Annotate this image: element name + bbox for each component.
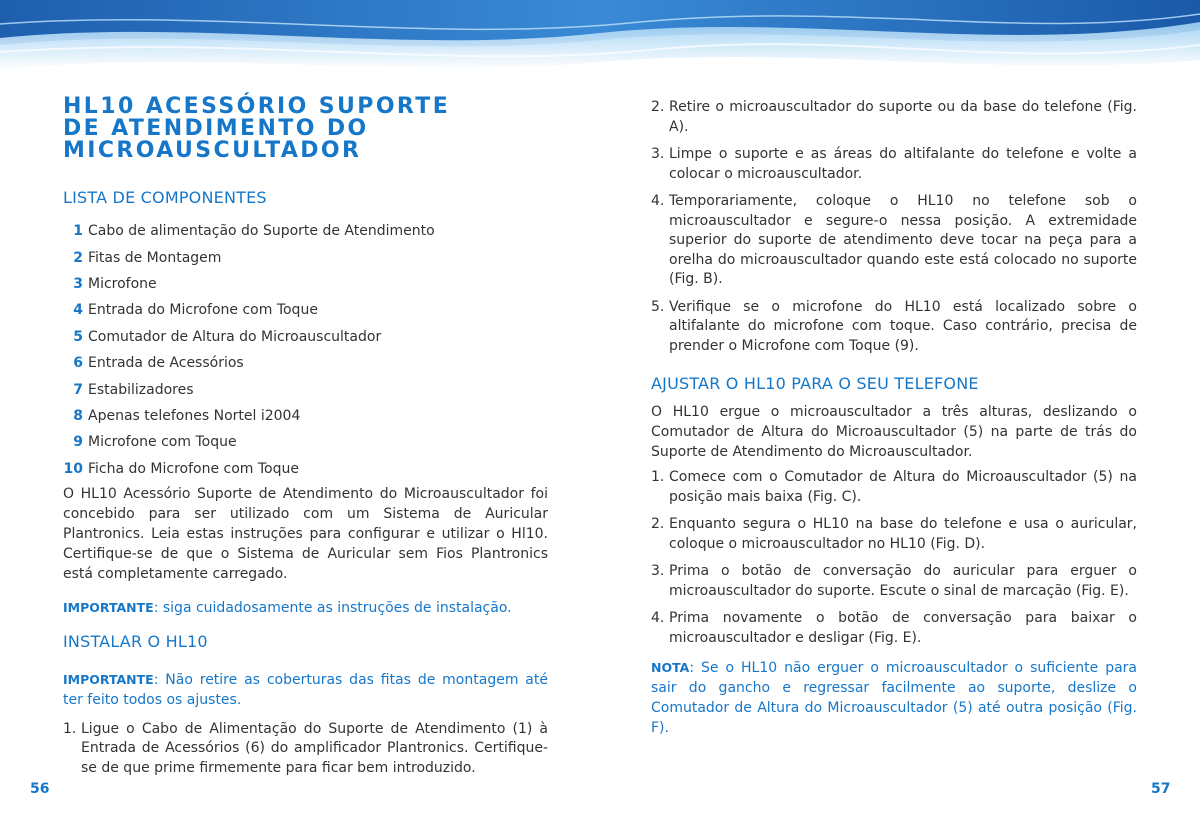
item-text: Microfone com Toque [88, 434, 237, 451]
install-heading: INSTALAR O HL10 [63, 631, 208, 651]
item-text: Entrada de Acessórios [88, 355, 244, 372]
list-item [63, 324, 548, 350]
list-item [63, 403, 548, 429]
install-steps-continued [651, 98, 1137, 356]
note-label: NOTA [651, 660, 690, 675]
important-note-2 [63, 670, 548, 710]
step-number: 1. [63, 720, 77, 737]
item-text: Cabo de alimentação do Suporte de Atendimento [88, 223, 435, 240]
list-item [651, 609, 1137, 648]
important-label: IMPORTANTE [63, 599, 154, 615]
list-item [63, 350, 548, 376]
list-item [651, 145, 1137, 184]
item-text: Comutador de Altura do Microauscultador [88, 328, 382, 345]
page-title [63, 96, 548, 162]
item-text: Entrada do Microfone com Toque [88, 302, 318, 319]
note-block [651, 658, 1137, 738]
item-number: 3 [73, 275, 83, 292]
item-text: Microfone [88, 275, 157, 292]
components-list [63, 218, 548, 482]
item-text: Ficha do Microfone com Toque [88, 460, 299, 477]
page-number-left: 56 [30, 781, 50, 797]
item-text: Fitas de Montagem [88, 249, 222, 266]
important-text: : siga cuidadosamente as instruções de instalação. [153, 599, 512, 616]
list-item [651, 192, 1137, 290]
step-number: 2. [651, 99, 665, 115]
list-item [63, 297, 548, 323]
left-column [63, 96, 548, 786]
step-text: Verifique se o microfone do HL10 está localizado sobre o altifalante do microfone com toque. Caso contrário, precisa de prender o Microfone com Toque (9). [669, 298, 1137, 354]
step-text: Limpe o suporte e as áreas do altifalante do telefone e volte a colocar o microauscultador. [669, 146, 1137, 182]
note-text: : Se o HL10 não erguer o microauscultador o suficiente para sair do gancho e regressar facilmente ao suporte, deslize o Comutador de Altura do Microauscultador (5) até outra posição (Fig. F). [651, 660, 1137, 736]
important-label: IMPORTANTE [63, 671, 154, 687]
item-number: 10 [63, 460, 83, 477]
step-text: Retire o microauscultador do suporte ou da base do telefone (Fig. A). [669, 99, 1137, 135]
item-number: 8 [73, 407, 83, 424]
adjust-steps [651, 468, 1137, 648]
item-text: Estabilizadores [88, 381, 194, 398]
title-line: HL10 ACESSÓRIO SUPORTE [63, 94, 451, 119]
item-number: 4 [73, 302, 83, 319]
step-number: 4. [651, 193, 665, 209]
list-item [63, 271, 548, 297]
header-wave-banner [0, 0, 1200, 80]
item-number: 2 [73, 249, 83, 266]
list-item [651, 468, 1137, 507]
title-line: MICROAUSCULTADOR [63, 138, 362, 163]
list-item [63, 456, 548, 482]
step-number: 4. [651, 610, 665, 626]
item-number: 7 [73, 381, 83, 398]
list-item [651, 515, 1137, 554]
step-text: Temporariamente, coloque o HL10 no telefone sob o microauscultador e segure-o nessa posição. A extremidade superior do suporte de atendimento deve tocar na peça para a orelha do microauscultador quando este está colocado no suporte (Fig. B). [669, 193, 1137, 287]
list-item [651, 298, 1137, 357]
item-text: Apenas telefones Nortel i2004 [88, 407, 301, 424]
step-text: Prima novamente o botão de conversação para baixar o microauscultador e desligar (Fig. E). [669, 610, 1137, 646]
item-number: 5 [73, 328, 83, 345]
step-number: 3. [651, 146, 665, 162]
list-item [63, 376, 548, 402]
intro-paragraph: O HL10 Acessório Suporte de Atendimento do Microauscultador foi concebido para ser utilizado com um Sistema de Auricular Plantronics. Leia estas instruções para configurar e utilizar o Hl10. Certifique-se de que o Sistema de Auricular sem Fios Plantronics está completamente carregado. [63, 485, 548, 582]
right-column [651, 98, 1137, 738]
step-text: Enquanto segura o HL10 na base do telefone e usa o auricular, coloque o microauscultador no HL10 (Fig. D). [669, 516, 1137, 552]
install-steps [63, 720, 548, 779]
step-number: 3. [651, 563, 665, 579]
step-number: 1. [651, 469, 665, 485]
list-item [63, 244, 548, 270]
page-number-right: 57 [1151, 781, 1171, 797]
item-number: 6 [73, 355, 83, 372]
list-item [651, 98, 1137, 137]
important-text: : Não retire as coberturas das fitas de montagem até ter feito todos os ajustes. [63, 671, 548, 708]
components-heading: LISTA DE COMPONENTES [63, 188, 267, 207]
list-item [651, 562, 1137, 601]
item-number: 9 [73, 434, 83, 451]
list-item [63, 720, 548, 779]
important-note [63, 598, 548, 618]
step-text: Comece com o Comutador de Altura do Microauscultador (5) na posição mais baixa (Fig. C). [669, 469, 1137, 505]
step-text: Ligue o Cabo de Alimentação do Suporte de Atendimento (1) à Entrada de Acessórios (6) do amplificador Plantronics. Certifique-se de que prime firmemente para ficar bem introduzido. [81, 720, 548, 776]
adjust-heading: AJUSTAR O HL10 PARA O SEU TELEFONE [651, 374, 979, 393]
adjust-intro: O HL10 ergue o microauscultador a três alturas, deslizando o Comutador de Altura do Microauscultador (5) na parte de trás do Suporte de Atendimento do Microauscultador. [651, 404, 1137, 460]
step-number: 2. [651, 516, 665, 532]
list-item [63, 218, 548, 244]
step-number: 5. [651, 298, 665, 315]
item-number: 1 [73, 223, 83, 240]
step-text: Prima o botão de conversação do auricular para erguer o microauscultador do suporte. Escute o sinal de marcação (Fig. E). [669, 563, 1137, 599]
title-line: DE ATENDIMENTO DO [63, 116, 369, 141]
list-item [63, 429, 548, 455]
